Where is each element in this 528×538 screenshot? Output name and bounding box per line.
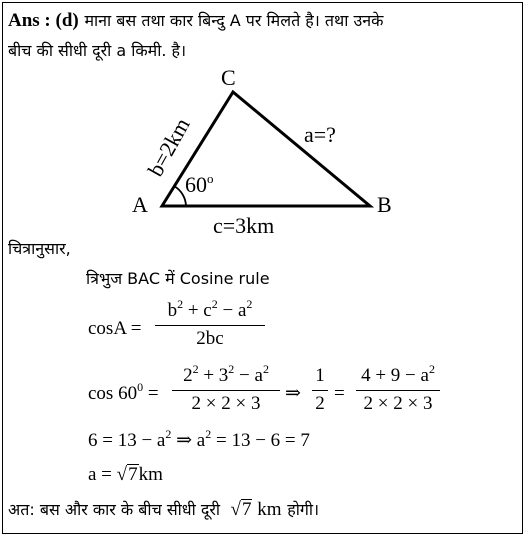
side-b-label: b=2km — [142, 113, 195, 181]
fraction-1 — [155, 297, 265, 350]
equation-line-6: $6 = 13 - a^2$ ⇒ $a^2 = 13 - 6 = 7$ — [88, 427, 310, 451]
fraction-3 — [312, 365, 328, 415]
side-a-label: a=? — [304, 122, 336, 147]
rule-text: त्रिभुज BAC में Cosine rule — [86, 269, 270, 288]
answer-text-1: माना बस तथा कार बिन्दु A पर मिलते है। तथा उनके — [84, 11, 384, 30]
fraction-2 — [172, 362, 280, 415]
cos-60-lhs: $\cos 60^0$ = — [88, 380, 159, 404]
fraction-4-numerator: $4 + 9 - a^2$ — [361, 362, 435, 386]
side-c-label: c=3km — [213, 213, 275, 238]
fraction-4-denominator: 2 × 2 × 3 — [363, 393, 433, 414]
final-end: होगी। — [287, 500, 320, 519]
implies-1: ⇒ — [285, 383, 301, 404]
cos-a-lhs: cosA = — [88, 318, 142, 339]
vertex-c-label: C — [221, 65, 236, 90]
fraction-1-numerator: $b^2 + c^2 - a^2$ — [167, 297, 253, 321]
fraction-3-numerator: 1 — [315, 365, 325, 386]
vertex-a-label: A — [132, 192, 148, 217]
angle-label: 60$^o$ — [185, 171, 214, 197]
final-value: √7 km — [225, 499, 282, 520]
final-line — [8, 499, 319, 521]
answer-label: Ans : (d) — [8, 10, 79, 31]
fraction-2-numerator: $2^2 + 3^2 - a^2$ — [183, 362, 269, 386]
answer-line-2: बीच की सीधी दूरी a किमी. है। — [8, 41, 187, 60]
fraction-3-denominator: 2 — [315, 393, 325, 414]
fraction-2-denominator: 2 × 2 × 3 — [191, 393, 261, 414]
rule-line — [86, 268, 270, 290]
fraction-1-denominator: 2bc — [196, 328, 224, 349]
chitranusar-text: चित्रानुसार, — [8, 239, 71, 258]
equals-1: = — [334, 383, 345, 404]
final-text: अत: बस और कार के बीच सीधी दूरी — [8, 500, 221, 519]
fraction-4 — [356, 362, 440, 415]
equation-line-7: a = √7km — [88, 464, 163, 485]
vertex-b-label: B — [377, 192, 392, 217]
